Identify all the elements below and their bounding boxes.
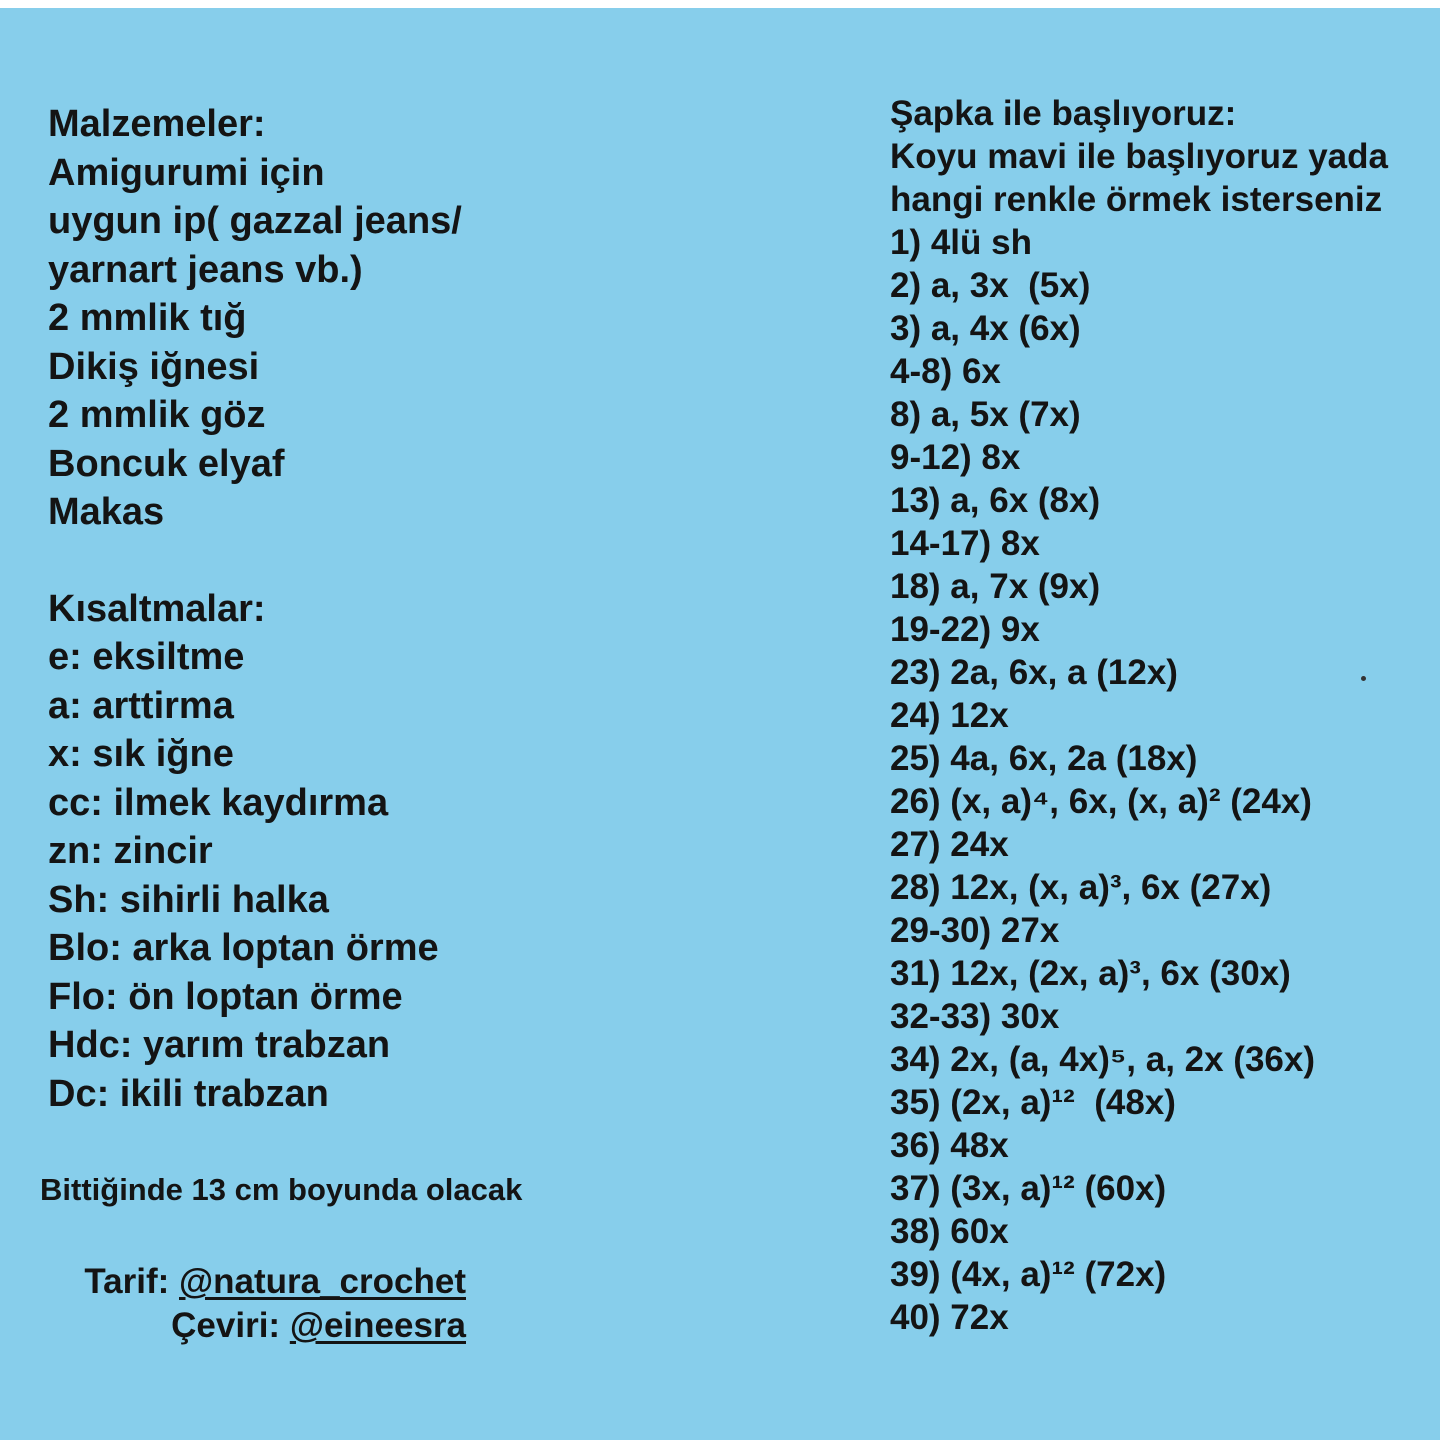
hat-row: 39) (4x, a)¹² (72x) <box>890 1255 1167 1294</box>
hat-row: 24) 12x <box>890 696 1009 735</box>
finished-size-note: Bittiğinde 13 cm boyunda olacak <box>40 1172 523 1207</box>
materials-item: 2 mmlik tığ <box>48 297 247 339</box>
hat-heading: Şapka ile başlıyoruz: <box>890 94 1237 133</box>
hat-row: 37) (3x, a)¹² (60x) <box>890 1169 1167 1208</box>
hat-row: 27) 24x <box>890 825 1009 864</box>
hat-row: 35) (2x, a)¹² (48x) <box>890 1083 1176 1122</box>
materials-item: Makas <box>48 491 165 533</box>
hat-row: 38) 60x <box>890 1212 1009 1251</box>
hat-row: 25) 4a, 6x, 2a (18x) <box>890 739 1198 778</box>
recipe-credit-handle[interactable]: @natura_crochet <box>179 1262 466 1301</box>
stray-dot <box>1361 676 1366 681</box>
abbreviation-item: a: arttirma <box>48 684 234 727</box>
abbreviations-heading: Kısaltmalar: <box>48 587 266 630</box>
hat-row: 29-30) 27x <box>890 911 1060 950</box>
hat-row: 14-17) 8x <box>890 524 1040 563</box>
translation-credit-handle[interactable]: @eineesra <box>289 1306 466 1345</box>
hat-row: 13) a, 6x (8x) <box>890 481 1101 520</box>
hat-row: 19-22) 9x <box>890 610 1040 649</box>
materials-heading: Malzemeler: <box>48 103 266 145</box>
hat-row: 18) a, 7x (9x) <box>890 567 1101 606</box>
translation-credit <box>40 1304 466 1348</box>
hat-row: 40) 72x <box>890 1298 1009 1337</box>
hat-row: 9-12) 8x <box>890 438 1021 477</box>
hat-row: 36) 48x <box>890 1126 1009 1165</box>
materials-item: Amigurumi için <box>48 151 325 194</box>
materials-item: uygun ip( gazzal jeans/ <box>48 200 462 242</box>
materials-item: Boncuk elyaf <box>48 442 285 485</box>
materials-item: yarnart jeans vb.) <box>48 248 363 291</box>
hat-row: 32-33) 30x <box>890 997 1060 1036</box>
abbreviation-item: e: eksiltme <box>48 636 245 678</box>
hat-row: 28) 12x, (x, a)³, 6x (27x) <box>890 868 1272 907</box>
hat-row: 1) 4lü sh <box>890 223 1032 262</box>
abbreviation-item: Hdc: yarım trabzan <box>48 1024 391 1066</box>
materials-item: Dikiş iğnesi <box>48 345 260 388</box>
materials-item: 2 mmlik göz <box>48 394 266 436</box>
abbreviation-item: Dc: ikili trabzan <box>48 1072 329 1115</box>
hat-row: 34) 2x, (a, 4x)⁵, a, 2x (36x) <box>890 1040 1316 1079</box>
hat-row: 3) a, 4x (6x) <box>890 309 1081 348</box>
hat-row: 31) 12x, (2x, a)³, 6x (30x) <box>890 954 1291 993</box>
recipe-credit-label: Tarif: <box>84 1262 179 1301</box>
abbreviation-item: Flo: ön loptan örme <box>48 975 403 1018</box>
hat-intro-line: hangi renkle örmek isterseniz <box>890 180 1383 219</box>
abbreviation-item: cc: ilmek kaydırma <box>48 781 389 824</box>
recipe-credit <box>40 1260 466 1304</box>
abbreviation-item: Sh: sihirli halka <box>48 878 329 921</box>
hat-row: 4-8) 6x <box>890 352 1001 391</box>
left-column <box>48 100 828 1118</box>
abbreviation-item: zn: zincir <box>48 830 213 872</box>
abbreviation-item: x: sık iğne <box>48 733 234 775</box>
section-spacer <box>48 537 828 585</box>
right-column <box>890 92 1430 1339</box>
hat-intro-line: Koyu mavi ile başlıyoruz yada <box>890 137 1388 176</box>
abbreviation-item: Blo: arka loptan örme <box>48 927 439 969</box>
hat-row: 8) a, 5x (7x) <box>890 395 1081 434</box>
credits <box>40 1260 466 1348</box>
translation-credit-label: Çeviri: <box>171 1306 290 1345</box>
hat-row: 2) a, 3x (5x) <box>890 266 1091 305</box>
hat-row: 26) (x, a)⁴, 6x, (x, a)² (24x) <box>890 782 1312 821</box>
recipe-card <box>0 8 1440 1440</box>
hat-row: 23) 2a, 6x, a (12x) <box>890 653 1178 692</box>
